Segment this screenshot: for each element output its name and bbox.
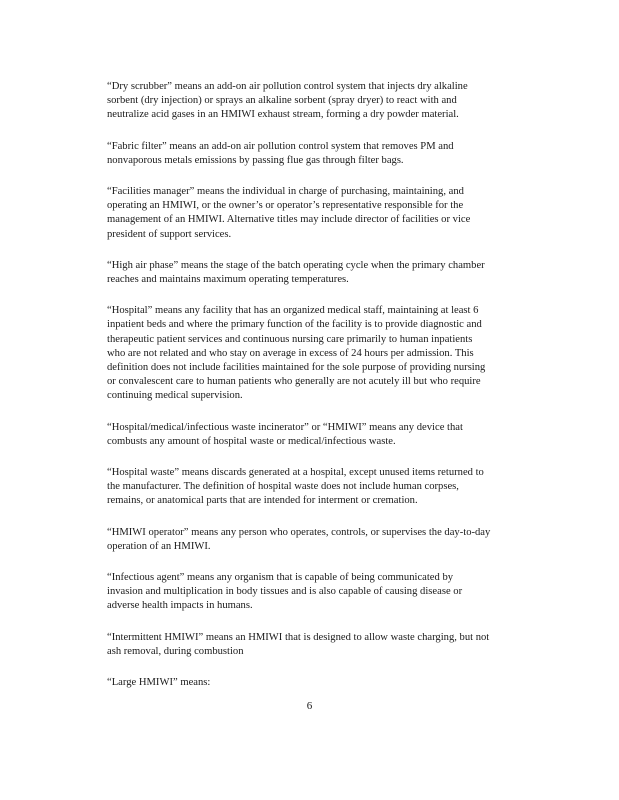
- text-line: the manufacturer. The definition of hospital waste does not include human corpses,: [107, 481, 459, 493]
- text-line: “Intermittent HMIWI” means an HMIWI that is designed to allow waste charging, but not: [107, 631, 490, 643]
- text-line: “Dry scrubber” means an add-on air pollution control system that injects dry alkaline: [107, 81, 468, 92]
- text-line: operation of an HMIWI.: [107, 540, 211, 552]
- text-line: inpatient beds and where the primary function of the facility is to provide diagnostic and: [107, 319, 482, 331]
- text-line: operating an HMIWI, or the owner’s or operator’s representative responsible for the: [107, 200, 464, 212]
- definition-hospital-waste: [107, 466, 547, 509]
- text-line: “Infectious agent” means any organism that is capable of being communicated by: [107, 572, 454, 584]
- text-line: therapeutic patient services and continuous nursing care primarily to human inpatients: [107, 333, 473, 345]
- definition-high-air-phase: [107, 259, 547, 287]
- text-line: adverse health impacts in humans.: [107, 600, 253, 612]
- definition-fabric-filter: [107, 140, 547, 168]
- text-line: “Large HMIWI” means:: [107, 677, 211, 689]
- definition-hmiwi-operator: [107, 526, 547, 554]
- text-line: “Hospital/medical/infectious waste incinerator” or “HMIWI” means any device that: [107, 421, 463, 433]
- definition-hospital: [107, 304, 547, 403]
- text-line: “Hospital” means any facility that has an organized medical staff, maintaining at least 6: [107, 305, 479, 317]
- definition-intermittent-hmiwi: [107, 631, 547, 659]
- text-line: who are not related and who stay on average in excess of 24 hours per admission. This: [107, 347, 474, 359]
- text-line: combusts any amount of hospital waste or medical/infectious waste.: [107, 435, 396, 447]
- page-number: 6: [306, 700, 313, 712]
- text-line: or convalescent care to human patients who generally are not acutely ill but who require: [107, 376, 481, 388]
- text-line: “Facilities manager” means the individual in charge of purchasing, maintaining, and: [107, 186, 464, 198]
- text-line: ash removal, during combustion: [107, 645, 244, 657]
- text-line: reaches and maintains maximum operating temperatures.: [107, 274, 349, 286]
- text-line: remains, or anatomical parts that are intended for interment or cremation.: [107, 495, 418, 507]
- definition-facilities-manager: [107, 185, 547, 242]
- text-line: neutralize acid gases in an HMIWI exhaust stream, forming a dry powder material.: [107, 109, 459, 121]
- text-line: “Hospital waste” means discards generated at a hospital, except unused items returned to: [107, 467, 484, 479]
- definition-large-hmiwi: [107, 676, 547, 690]
- text-line: “HMIWI operator” means any person who operates, controls, or supervises the day-to-day: [107, 526, 491, 538]
- definition-infectious-agent: [107, 571, 547, 614]
- text-line: president of support services.: [107, 228, 232, 240]
- text-line: management of an HMIWI. Alternative titles may include director of facilities or vice: [107, 214, 471, 226]
- text-line: “Fabric filter” means an add-on air pollution control system that removes PM and: [107, 140, 454, 152]
- text-line: definition does not include facilities maintained for the sole purpose of providing nursing: [107, 362, 486, 374]
- definition-dry-scrubber: [107, 80, 547, 123]
- text-line: “High air phase” means the stage of the batch operating cycle when the primary chamber: [107, 259, 485, 271]
- page-body: [107, 80, 547, 707]
- text-line: sorbent (dry injection) or sprays an alkaline sorbent (spray dryer) to react with and: [107, 95, 457, 107]
- text-line: invasion and multiplication in body tissues and is also capable of causing disease or: [107, 586, 463, 598]
- definition-hmiwi: [107, 421, 547, 449]
- text-line: nonvaporous metals emissions by passing flue gas through filter bags.: [107, 154, 404, 166]
- text-line: continuing medical supervision.: [107, 390, 243, 402]
